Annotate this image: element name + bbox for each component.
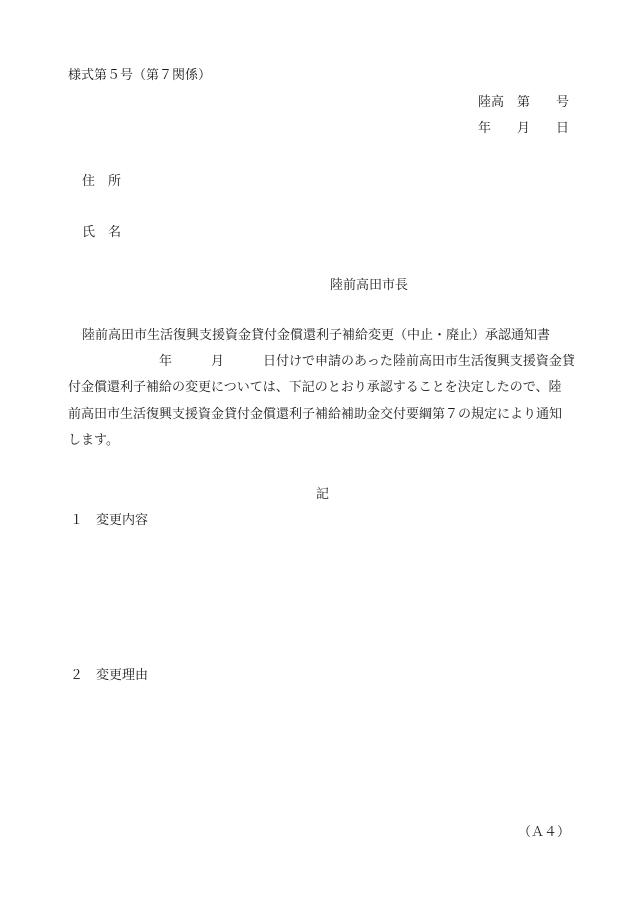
body-text-line-2: 付金償還利子補給の変更については、下記のとおり承認することを決定したので、陸 — [68, 380, 562, 395]
issuer-name: 陸前高田市長 — [330, 278, 409, 293]
name-label: 氏 名 — [82, 225, 122, 240]
form-number: 様式第５号（第７関係） — [68, 68, 212, 83]
address-label: 住 所 — [82, 174, 122, 189]
item-change-content: １ 変更内容 — [70, 513, 149, 528]
document-number: 陸高 第 号 — [477, 95, 569, 110]
body-text-line-4: します。 — [68, 433, 119, 448]
document-title: 陸前高田市生活復興支援資金貸付金償還利子補給変更（中止・廃止）承認通知書 — [82, 328, 551, 343]
ki-heading: 記 — [316, 487, 330, 502]
item-change-reason: ２ 変更理由 — [70, 668, 149, 683]
document-date: 年 月 日 — [477, 121, 569, 136]
body-text-line-1: 年 月 日付けで申請のあった陸前高田市生活復興支援資金貸 — [68, 354, 575, 369]
body-text-line-3: 前高田市生活復興支援資金貸付金償還利子補給補助金交付要綱第７の規定により通知 — [68, 407, 563, 422]
paper-size-label: （Ａ４） — [517, 825, 570, 840]
